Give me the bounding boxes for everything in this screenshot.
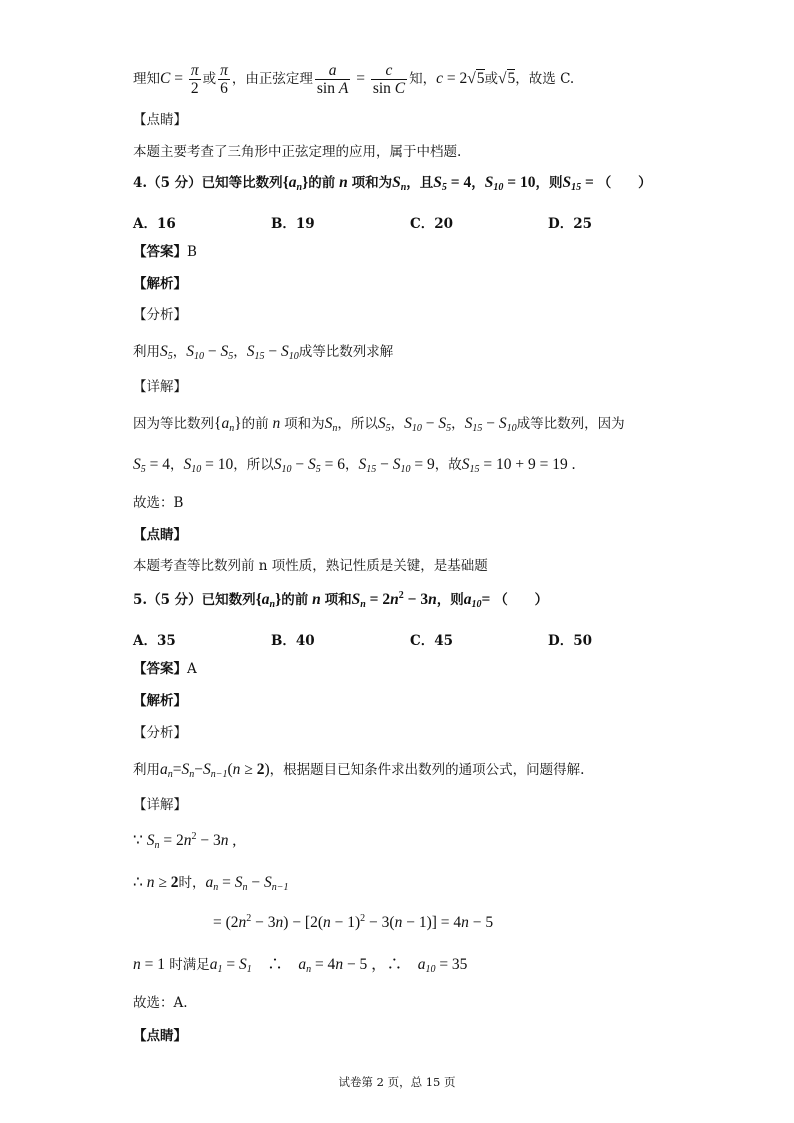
text: ，且 [406, 175, 434, 191]
q4-note-tag: 【点睛】 [133, 527, 187, 543]
q4-answer [133, 243, 197, 261]
text: 成等比数列，因为 [516, 416, 625, 432]
text: ，则 [535, 175, 563, 191]
text: 5.（5 分）已知数列 [133, 592, 256, 608]
text: 项和为 [351, 175, 393, 191]
q5-detail-line4: n = 1 时满足$a_1 = S_1$ ∴ $a_n = 4n - 5$ ，∴ $a_{10} = 35$ [133, 956, 468, 975]
q5-detail-line3: = $(2n^2 - 3n) - [2(n - 1)^2 - 3(n - 1)] = 4n - 5$ [213, 913, 494, 931]
fraction-pi-2: $\frac{\pi}{2}$ [190, 62, 199, 97]
text: 项和 [324, 592, 352, 608]
q4-detail-tag: 【详解】 [133, 379, 187, 395]
q4-detail-line2: $S_5 = 4$，$S_{10} = 10$，所以$S_{10} - S_5 = 6$，$S_{15} - S_{10} = 9$，故$S_{15} = 10 + 9 = 19$ . [133, 456, 576, 475]
q5-option-c: C．45 [410, 633, 454, 649]
q4-option-a: A．16 [133, 216, 176, 232]
q4-option-d: D．25 [548, 216, 592, 232]
text: 的前 [308, 175, 336, 191]
q5-detail-line1: ∵ $S_n = 2n^2 - 3n$ , [133, 831, 237, 851]
text: 理知 [133, 71, 160, 87]
text: 利用 [133, 344, 160, 360]
text: 因为等比数列 [133, 416, 214, 432]
q3-conclusion-line: 理知C = $\frac{\pi}{2}$ 或 $\frac{\pi}{6}$ ，由正弦定理 $\frac{a}{\text{sin A}}$ = $\frac{c}{\text{sin C}}$ 知，c = 2√5或√5，故选 C. [133, 62, 575, 97]
q4-analysis-tag: 【解析】 [133, 276, 187, 292]
q4-option-c: C．20 [410, 216, 454, 232]
text: ，故 [434, 457, 462, 473]
answer-value: B [187, 244, 197, 260]
q5-detail-line2: ∴ n ≥ 2时，$a_n = S_n - S_{n-1}$ [133, 874, 289, 893]
q5-answer [133, 660, 197, 678]
q4-fenxi: 利用$S_5$，$S_{10} - S_5$，$S_{15} - S_{10}$成等比数列求解 [133, 343, 394, 362]
q5-fenxi: 利用$a_n=S_n-S_{n-1}(n \ge 2)$，根据题目已知条件求出数列的通项公式，问题得解. [133, 761, 585, 780]
fraction-pi-6: $\frac{\pi}{6}$ [220, 62, 228, 97]
answer-tag: 【答案】 [133, 661, 187, 677]
text: 或 [484, 71, 499, 87]
text: ，所以 [233, 457, 274, 473]
q5-option-a: A．35 [133, 633, 176, 649]
text: 或 [202, 71, 217, 87]
q4-option-b: B．19 [271, 216, 315, 232]
text: 的前 [281, 592, 309, 608]
text: 时， [178, 875, 206, 891]
answer-tag: 【答案】 [133, 244, 187, 260]
fraction-c-sinC: $\frac{c}{\text{sin C}}$ [372, 62, 406, 97]
text: 4.（5 分）已知等比数列 [133, 175, 283, 191]
text: 利用 [133, 762, 160, 778]
q5-analysis-tag: 【解析】 [133, 693, 187, 709]
fraction-a-sinA: $\frac{a}{\text{sin A}}$ [316, 62, 349, 97]
q4-fenxi-tag: 【分析】 [133, 307, 187, 323]
q5-choose: 故选：A. [133, 995, 188, 1011]
q4-choose: 故选：B [133, 495, 184, 511]
text: ，故选 C. [515, 71, 575, 87]
page-footer: 试卷第 2 页，总 15 页 [338, 1075, 456, 1089]
q5-fenxi-tag: 【分析】 [133, 725, 187, 741]
text: 的前 [241, 416, 269, 432]
text: ，则 [436, 592, 464, 608]
q5-option-b: B．40 [271, 633, 315, 649]
q4-detail-line1: 因为等比数列$\{a_n\}$的前 n 项和为$S_n$，所以$S_5$，$S_{10} - S_5$，$S_{15} - S_{10}$成等比数列，因为 [133, 415, 625, 434]
q4-note: 本题考查等比数列前 n 项性质，熟记性质是关键，是基础题 [133, 558, 488, 574]
text: ，根据题目已知条件求出数列的通项公式，问题得解. [269, 762, 585, 778]
text: 成等比数列求解 [298, 344, 394, 360]
q5-option-d: D．50 [548, 633, 592, 649]
q3-note-tag: 【点睛】 [133, 112, 187, 128]
text: 时满足 [165, 957, 210, 973]
answer-value: A [187, 661, 197, 677]
q5-stem: 5.（5 分）已知数列$\{a_n\}$的前 n 项和$S_n = 2n^2 - 3n$，则$a_{10}=$ （ ） [133, 590, 549, 610]
q3-note: 本题主要考查了三角形中正弦定理的应用，属于中档题. [133, 144, 462, 160]
q5-detail-tag: 【详解】 [133, 797, 187, 813]
q5-note-tag: 【点睛】 [133, 1028, 187, 1044]
text: 知， [409, 71, 437, 87]
text: ，所以 [337, 416, 378, 432]
text: 项和为 [284, 416, 325, 432]
text: ，由正弦定理 [231, 71, 313, 87]
q4-stem: 4.（5 分）已知等比数列$\{a_n\}$的前 n 项和为$S_n$，且$S_5 = 4$，$S_{10} = 10$，则$S_{15}$ = （ ） [133, 174, 652, 193]
text: （ ） [597, 175, 652, 191]
text: （ ） [494, 592, 549, 608]
